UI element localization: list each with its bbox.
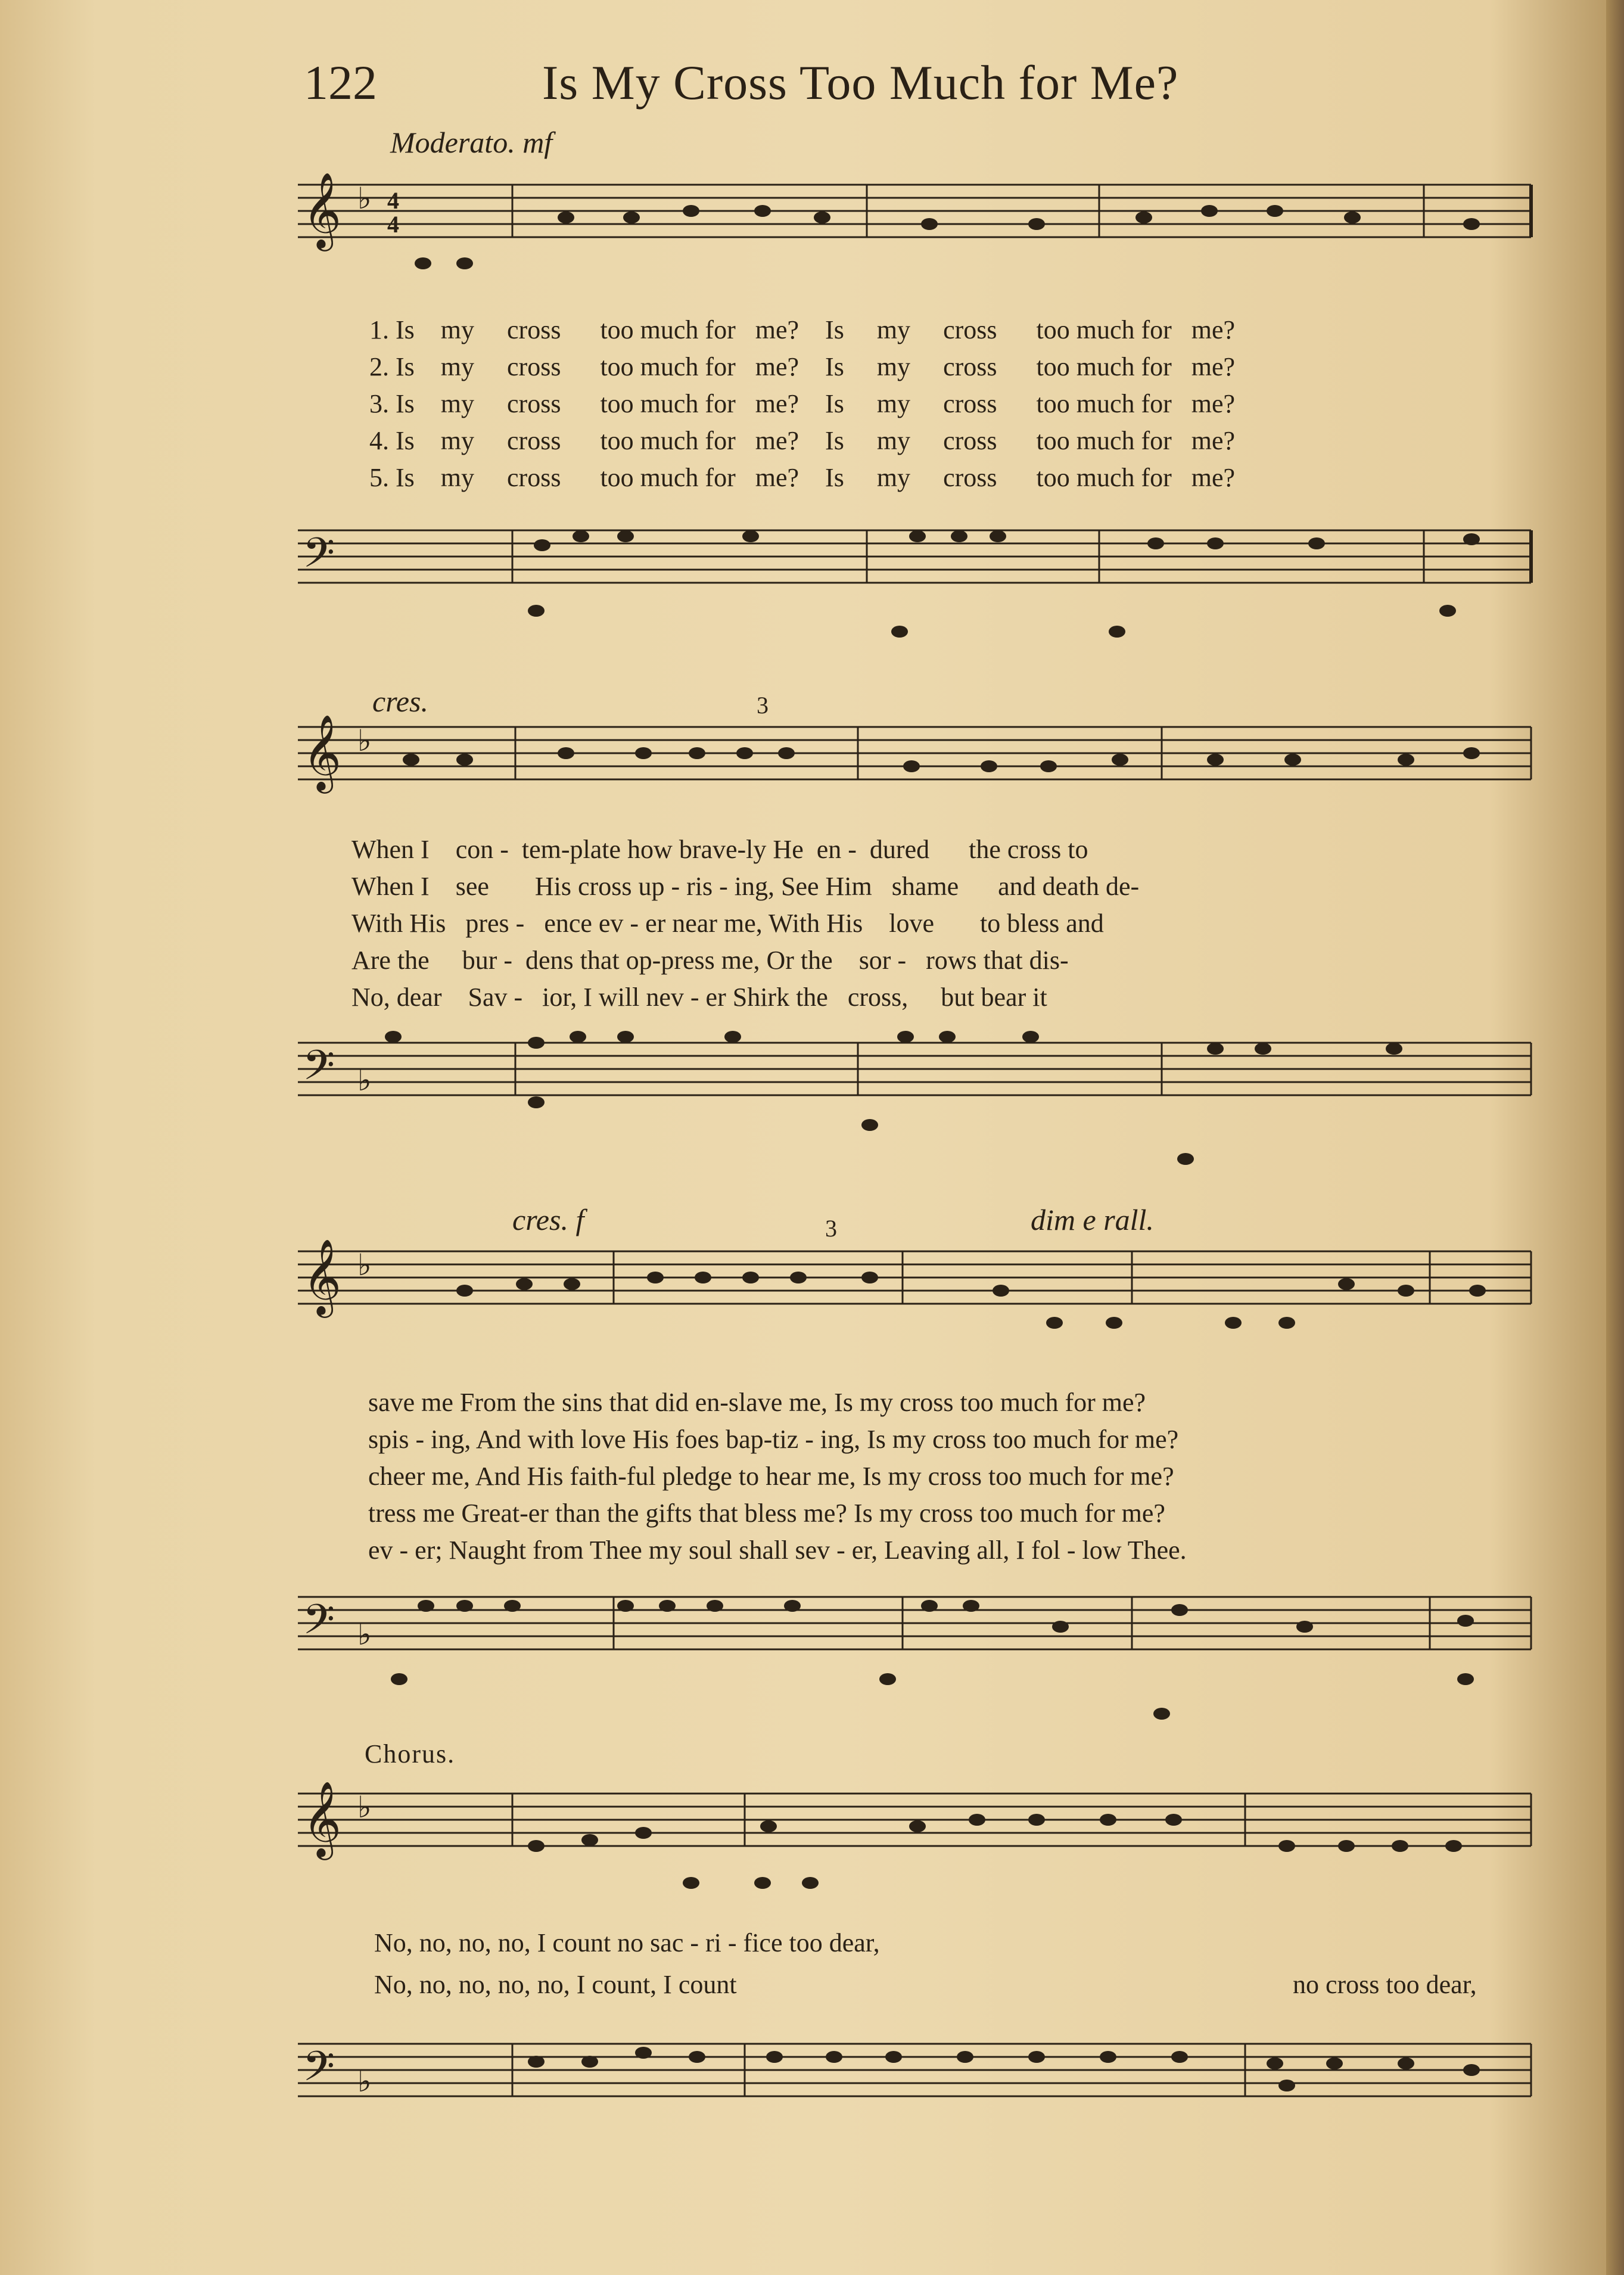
chorus-treble-staff [286,1782,1537,1919]
system-2-bass-staff [286,1019,1537,1174]
verse-5-line-3: ev - er; Naught from Thee my soul shall sev - er, Leaving all, I fol - low Thee. [368,1536,1187,1565]
svg-text:𝄞: 𝄞 [303,172,342,248]
verse-2-line-2: When I see His cross up - ris - ing, See Him shame and death de- [351,872,1140,901]
system-1-bass-staff [286,506,1537,649]
svg-text:♭: ♭ [357,724,372,757]
verse-4-line-1: 4. Is my cross too much for me? Is my cross too much for me? [369,426,1236,455]
verse-5-line-2: No, dear Sav - ior, I will nev - er Shirk the cross, but bear it [351,983,1047,1012]
verse-1-line-3: save me From the sins that did en-slave me, Is my cross too much for me? [368,1388,1146,1417]
song-title: Is My Cross Too Much for Me? [542,55,1179,110]
verse-2-line-3: spis - ing, And with love His foes bap-tiz - ing, Is my cross too much for me? [368,1425,1179,1454]
svg-text:♭: ♭ [357,182,372,215]
svg-text:𝄢: 𝄢 [303,1595,335,1654]
verse-3-line-3: cheer me, And His faith-ful pledge to hear me, Is my cross too much for me? [368,1462,1174,1491]
verse-3-line-2: With His pres - ence ev - er near me, With His love to bless and [351,909,1104,938]
verse-1-line-1: 1. Is my cross too much for me? Is my cross too much for me? [369,315,1236,344]
verse-5-line-1: 5. Is my cross too much for me? Is my cross too much for me? [369,463,1236,492]
triplet-marking-1: 3 [757,692,769,719]
svg-text:♭: ♭ [357,1618,372,1651]
verse-4-line-3: tress me Great-er than the gifts that bless me? Is my cross too much for me? [368,1499,1165,1528]
chorus-label: Chorus. [365,1739,456,1769]
crescendo-marking-1: cres. [372,685,428,718]
system-1-treble-staff [286,173,1537,292]
chorus-line-2-start: No, no, no, no, no, I count, I count [374,1970,737,1999]
verse-2-line-1: 2. Is my cross too much for me? Is my cross too much for me? [369,352,1236,381]
system-2-treble-staff [286,715,1537,834]
tempo-marking: Moderato. mf [390,126,553,159]
svg-text:4: 4 [387,211,399,238]
verse-1-line-2: When I con - tem-plate how brave-ly He en - dured the cross to [351,835,1088,864]
dim-rall-marking: dim e rall. [1031,1203,1154,1236]
system-3-bass-staff [286,1573,1537,1728]
svg-text:♭: ♭ [357,2065,372,2098]
triplet-marking-2: 3 [825,1215,837,1242]
verse-3-line-1: 3. Is my cross too much for me? Is my cross too much for me? [369,389,1236,418]
page-number: 122 [304,55,377,110]
chorus-line-1: No, no, no, no, I count no sac - ri - fice too dear, [374,1928,880,1957]
crescendo-forte-marking: cres. f [512,1203,584,1236]
verse-4-line-2: Are the bur - dens that op-press me, Or the sor - rows that dis- [351,946,1069,975]
svg-text:𝄞: 𝄞 [303,714,342,790]
svg-text:♭: ♭ [357,1248,372,1282]
chorus-bass-staff [286,2008,1537,2163]
svg-text:𝄢: 𝄢 [303,529,335,587]
page-edge-shadow [1606,0,1624,2275]
system-3-treble-staff [286,1239,1537,1394]
svg-text:♭: ♭ [357,1791,372,1824]
svg-text:𝄢: 𝄢 [303,1041,335,1099]
svg-text:𝄞: 𝄞 [303,1238,342,1314]
svg-text:𝄞: 𝄞 [303,1780,342,1857]
svg-text:𝄢: 𝄢 [303,2042,335,2100]
svg-text:♭: ♭ [357,1064,372,1097]
chorus-line-2-end: no cross too dear, [1293,1970,1477,1999]
svg-text:4: 4 [387,187,399,214]
